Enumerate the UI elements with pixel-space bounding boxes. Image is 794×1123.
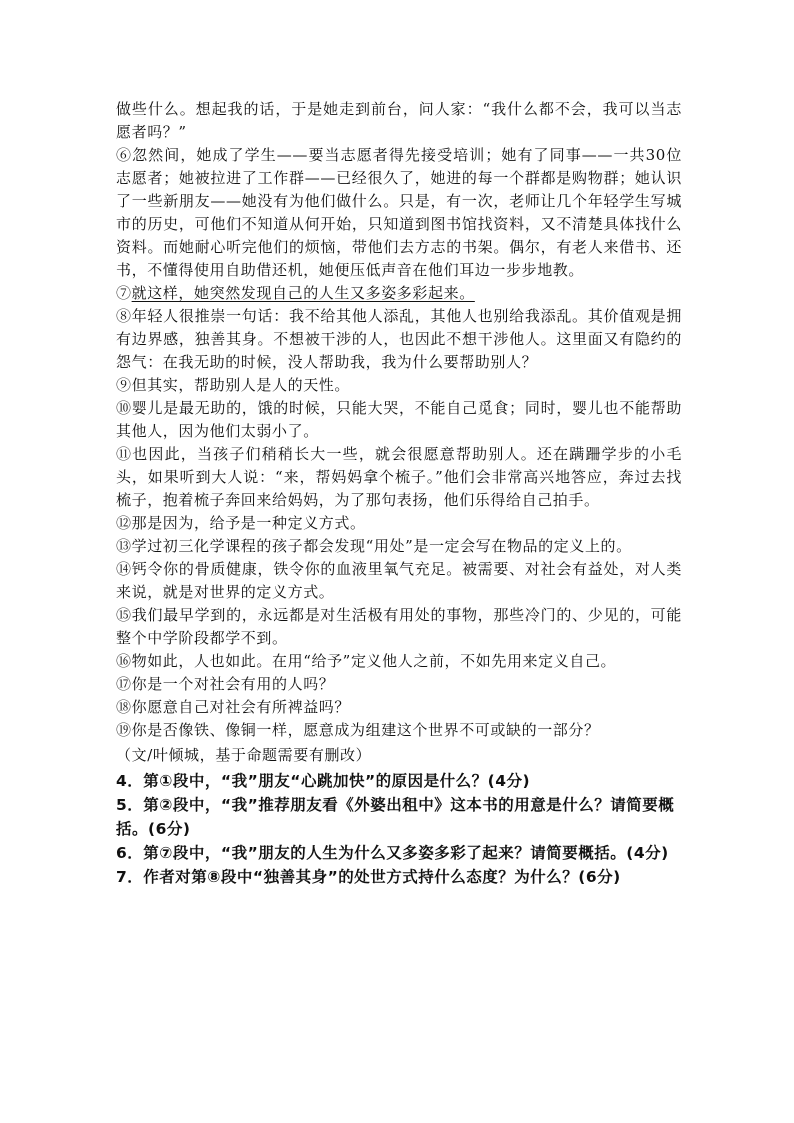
- article-body: [116, 98, 682, 742]
- paragraph-17: ⑰你是一个对社会有用的人吗？: [116, 675, 335, 693]
- paragraph-9: ⑨但其实，帮助别人是人的天性。: [116, 376, 351, 394]
- paragraph-15: ⑮我们最早学到的，永远都是对生活极有用处的事物，那些冷门的、少见的，可能整个中学阶段都学不到。: [116, 606, 682, 647]
- paragraph-19: ⑲你是否像铁、像铜一样，愿意成为组建这个世界不可或缺的一部分？: [116, 721, 600, 739]
- paragraph-6: ⑥忽然间，她成了学生——要当志愿者得先接受培训；她有了同事——一共30位志愿者；她被拉进了工作群——已经很久了，她进的每一个群都是购物群；她认识了一些新朋友——她没有为他们做什么。只是，有一次，老师让几个年轻学生写城市的历史，可他们不知道从何开始，只知道到图书馆找资料，又不清楚具体找什么资料。而她耐心听完他们的烦恼，带他们去方志的书架。偶尔，有老人来借书、还书，不懂得使用自助借还机，她便压低声音在他们耳边一步步地教。: [116, 146, 682, 279]
- paragraph-8: ⑧年轻人很推崇一句话：我不给其他人添乱，其他人也别给我添乱。其价值观是拥有边界感，独善其身。不想被干涉的人，也因此不想干涉他人。这里面又有隐约的怨气：在我无助的时候，没人帮助我，我为什么要帮助别人？: [116, 307, 682, 371]
- paragraph-7: [116, 282, 682, 305]
- question-4: 4．第①段中，“我”朋友“心跳加快”的原因是什么？(4分): [116, 772, 531, 790]
- paragraph-13: ⑬学过初三化学课程的孩子都会发现“用处”是一定会写在物品的定义上的。: [116, 537, 632, 555]
- paragraph-continuation: 做些什么。想起我的话，于是她走到前台，问人家：“我什么都不会，我可以当志愿者吗？”: [116, 100, 682, 141]
- paragraph-7-number: ⑦: [116, 284, 132, 302]
- paragraph-11: ⑪也因此，当孩子们稍稍长大一些，就会很愿意帮助别人。还在蹒跚学步的小毛头，如果听到大人说：“来，帮妈妈拿个梳子。”他们会非常高兴地答应，奔过去找梳子，抱着梳子奔回来给妈妈，为了那句表扬，他们乐得给自己拍手。: [116, 445, 682, 509]
- question-list: [116, 769, 682, 889]
- question-7: 7．作者对第⑧段中“独善其身”的处世方式持什么态度？为什么？(6分): [116, 868, 621, 886]
- paragraph-7-underlined-text: 就这样，她突然发现自己的人生又多姿多彩起来。: [131, 284, 475, 302]
- paragraph-10: ⑩婴儿是最无助的，饿的时候，只能大哭，不能自己觅食；同时，婴儿也不能帮助其他人，因为他们太弱小了。: [116, 399, 682, 440]
- document-page: [116, 98, 682, 889]
- paragraph-14: ⑭钙令你的骨质健康，铁令你的血液里氧气充足。被需要、对社会有益处，对人类来说，就是对世界的定义方式。: [116, 560, 682, 601]
- question-5: 5．第②段中，“我”推荐朋友看《外婆出租中》这本书的用意是什么？请简要概括。(6分): [116, 796, 675, 838]
- paragraph-16: ⑯物如此，人也如此。在用“给予”定义他人之前，不如先用来定义自己。: [116, 652, 617, 670]
- article-source: （文/叶倾城，基于命题需要有删改）: [116, 746, 372, 764]
- question-6: 6．第⑦段中，“我”朋友的人生为什么又多姿多彩了起来？请简要概括。(4分): [116, 844, 669, 862]
- paragraph-12: ⑫那是因为，给予是一种定义方式。: [116, 514, 366, 532]
- paragraph-18: ⑱你愿意自己对社会有所裨益吗？: [116, 698, 351, 716]
